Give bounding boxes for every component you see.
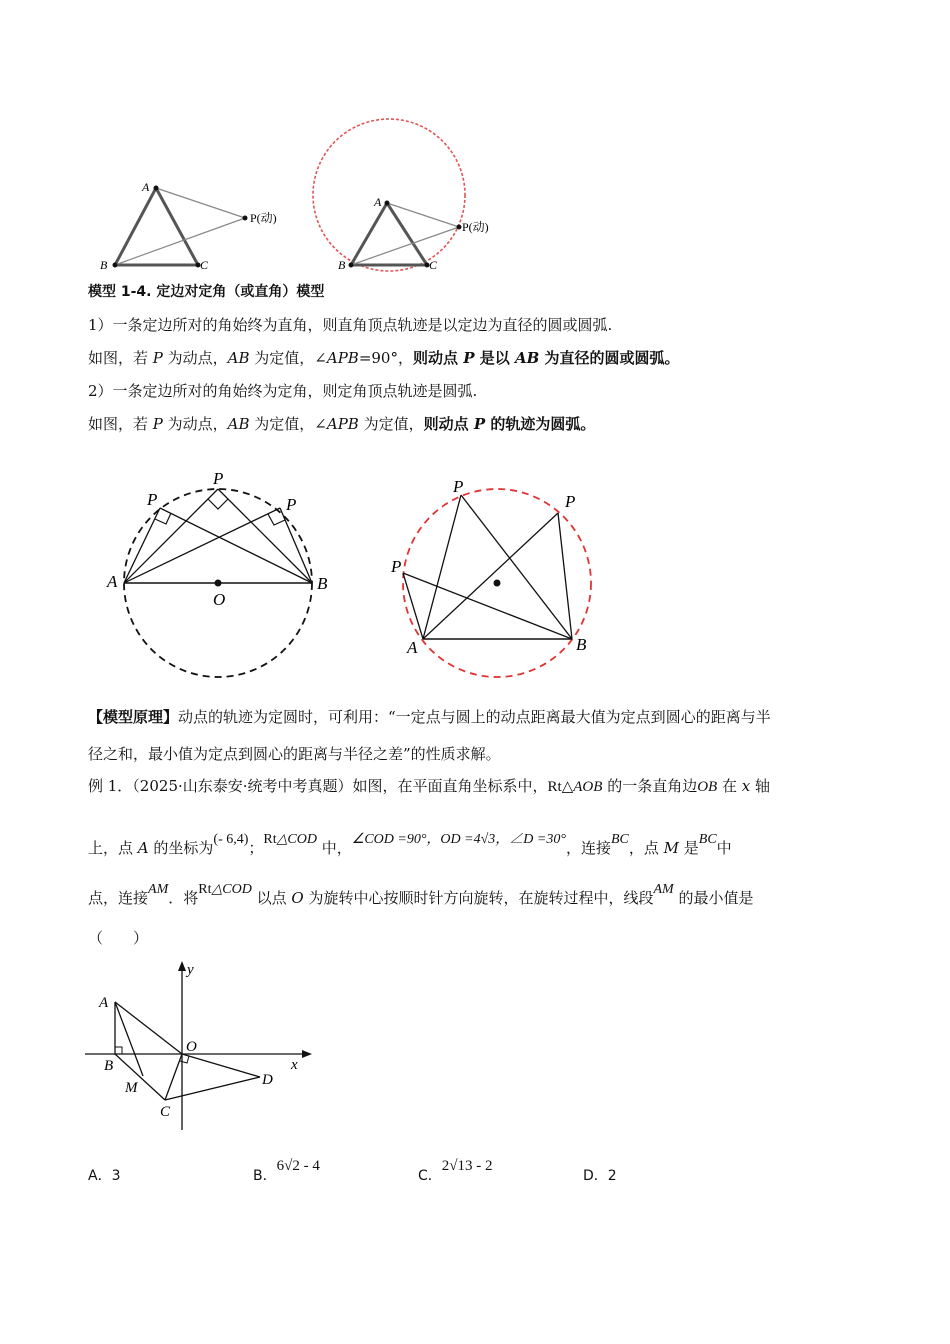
label-o: O — [186, 1039, 197, 1055]
example-line-1: 例 1．（2025·山东泰安·统考中考真题）如图，在平面直角坐标系中，Rt△AOB 的一条直角边OB 在 x 轴 — [88, 777, 770, 795]
label-y: y — [187, 962, 194, 978]
label-o: O — [213, 590, 226, 609]
label-m: M — [125, 1080, 138, 1096]
label-b: B — [104, 1058, 114, 1074]
example-line-4: （ ） — [88, 929, 149, 947]
label-p-1: P — [453, 477, 464, 496]
label-p-1: P — [147, 490, 158, 509]
figure-triangle-circle — [305, 115, 505, 275]
principle-line-1: 【模型原理】动点的轨迹为定圆时，可利用：“一定点与圆上的动点距离最大值为定点到圆心的距离与半 — [88, 708, 771, 726]
item-2: 2）一条定边所对的角始终为定角，则定角顶点轨迹是圆弧. — [88, 382, 478, 400]
option-b[interactable]: B．6√2 - 4 — [253, 1158, 320, 1184]
figure-triangle-moving-point — [90, 175, 300, 275]
label-b: B — [338, 258, 346, 272]
principle-line-2: 径之和，最小值为定点到圆心的距离与半径之差”的性质求解。 — [88, 745, 501, 763]
figure-coordinate-plane — [85, 958, 320, 1138]
label-c: C — [160, 1104, 171, 1120]
label-c: C — [429, 258, 438, 272]
figure-right-angle-circle — [100, 465, 340, 685]
example-line-3: 点，连接AM．将Rt△COD 以点 O 为旋转中心按顺时针方向旋转，在旋转过程中，线段AM 的最小值是 — [88, 882, 754, 907]
label-a: A — [374, 195, 382, 209]
option-c[interactable]: C．2√13 - 2 — [418, 1158, 493, 1184]
figure-fixed-angle-circle — [385, 475, 605, 685]
label-a: A — [142, 180, 150, 194]
label-x: x — [291, 1057, 298, 1073]
label-p: P(动) — [250, 211, 277, 225]
model-title: 模型 1-4. 定边对定角（或直角）模型 — [88, 284, 325, 300]
option-d[interactable]: D．2 — [583, 1168, 617, 1184]
paragraph-2: 如图，若 P 为动点，AB 为定值，∠APB 为定值，则动点 P 的轨迹为圆弧。 — [88, 415, 596, 433]
label-b: B — [317, 574, 328, 593]
label-a: A — [107, 572, 118, 591]
option-a[interactable]: A．3 — [88, 1168, 121, 1184]
label-p-2: P — [213, 469, 224, 488]
item-1: 1）一条定边所对的角始终为直角，则直角顶点轨迹是以定边为直径的圆或圆弧. — [88, 316, 613, 334]
label-p-2: P — [565, 492, 576, 511]
paragraph-1: 如图，若 P 为动点，AB 为定值，∠APB=90°，则动点 P 是以 AB 为直径的圆或圆弧。 — [88, 349, 680, 367]
label-d: D — [262, 1072, 273, 1088]
label-p: P(动) — [462, 220, 489, 234]
label-c: C — [200, 258, 209, 272]
label-p-3: P — [391, 557, 402, 576]
label-a: A — [99, 995, 109, 1011]
label-p-3: P — [286, 495, 297, 514]
example-line-2: 上，点 A 的坐标为(- 6,4)；Rt△COD 中，∠COD =90°，OD =4√3，∠D =30°，连接BC，点 M 是BC中 — [88, 832, 732, 857]
label-b: B — [576, 635, 587, 654]
label-b: B — [100, 258, 108, 272]
label-a: A — [407, 638, 418, 657]
